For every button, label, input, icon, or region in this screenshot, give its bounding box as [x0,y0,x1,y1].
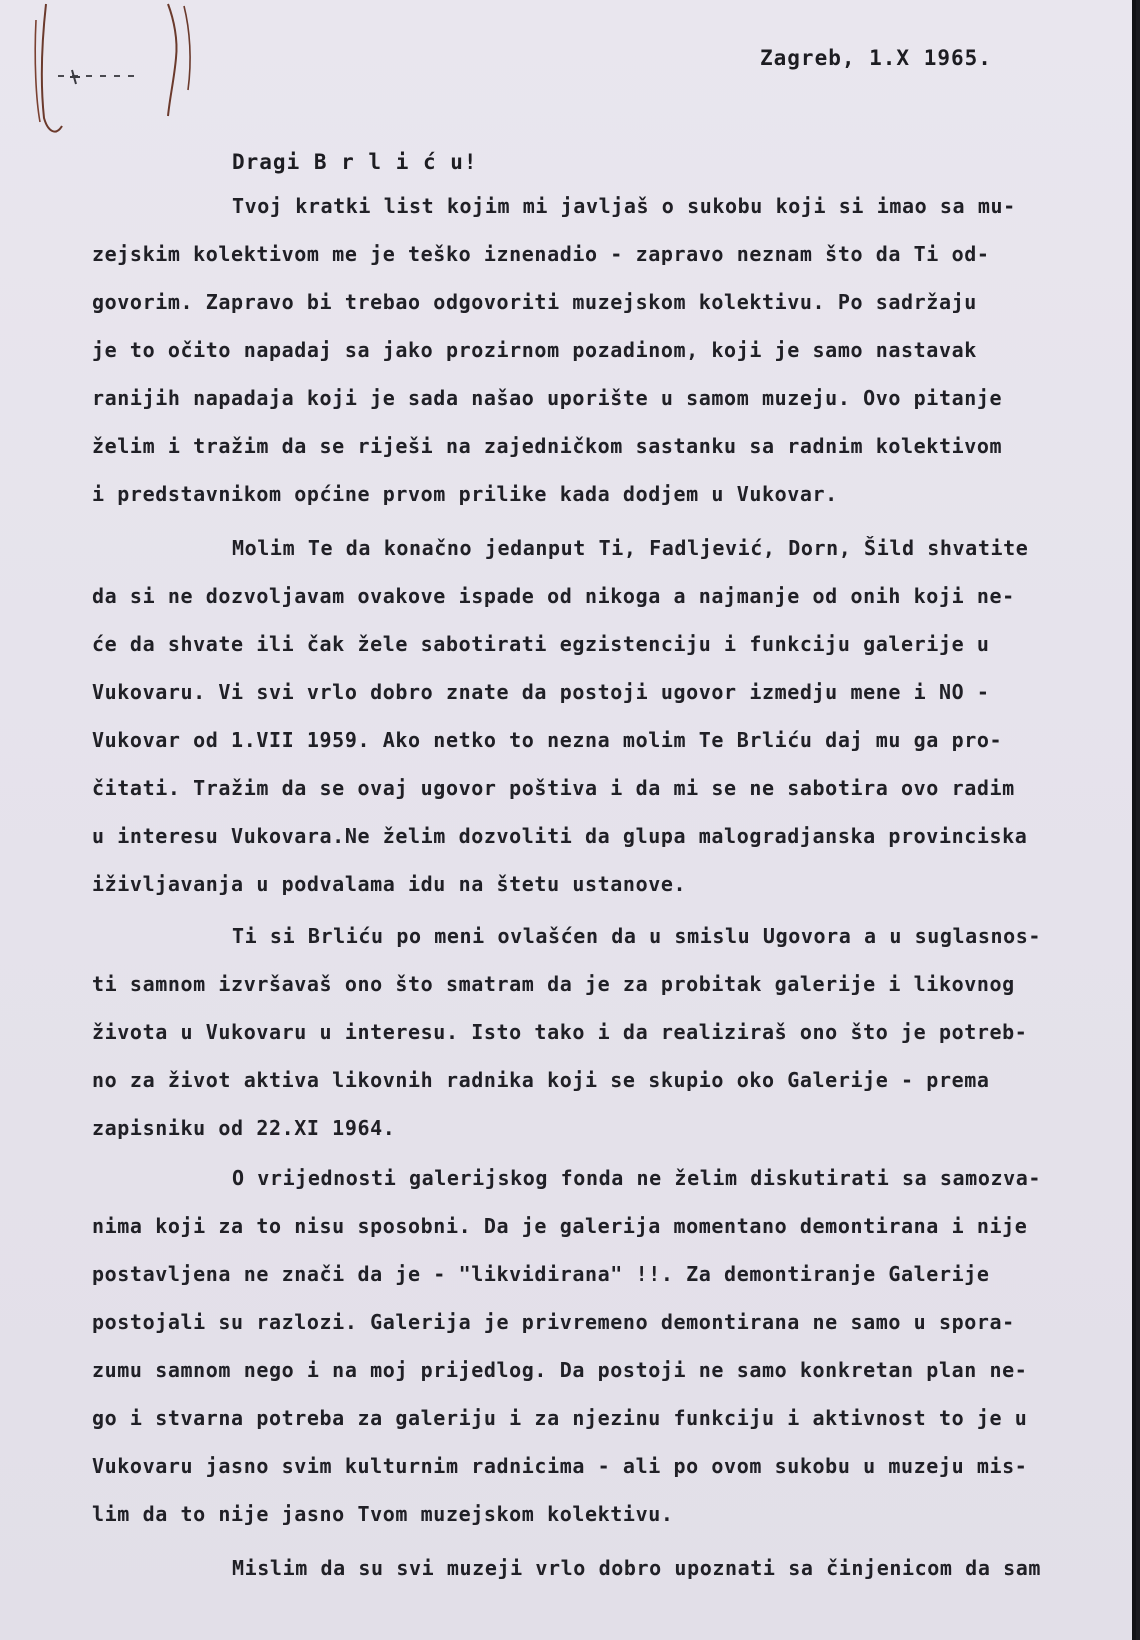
letter-line: ti samnom izvršavaš ono što smatram da je za probitak galerije i likovnog [92,972,1015,996]
letter-line: Mislim da su svi muzeji vrlo dobro upoznati sa činjenicom da sam [232,1556,1042,1580]
letter-line: lim da to nije jasno Tvom muzejskom kolektivu. [92,1502,674,1526]
letter-line: u interesu Vukovara.Ne želim dozvoliti da glupa malogradjanska provinciska [92,824,1028,848]
letter-line: nima koji za to nisu sposobni. Da je galerija momentano demontirana i nije [92,1214,1028,1238]
letter-line: zumu samnom nego i na moj prijedlog. Da postoji ne samo konkretan plan ne- [92,1358,1028,1382]
letter-line: O vrijednosti galerijskog fonda ne želim diskutirati sa samozva- [232,1166,1042,1190]
letter-line: da si ne dozvoljavam ovakove ispade od nikoga a najmanje od onih koji ne- [92,584,1015,608]
letter-line: ranijih napadaja koji je sada našao uporište u samom muzeju. Ovo pitanje [92,386,1003,410]
letter-line: će da shvate ili čak žele sabotirati egzistenciju i funkciju galerije u [92,632,990,656]
letter-line: no za život aktiva likovnih radnika koji se skupio oko Galerije - prema [92,1068,990,1092]
letter-line: zapisniku od 22.XI 1964. [92,1116,396,1140]
paper-clip-mark [18,0,208,140]
letter-line: zejskim kolektivom me je teško iznenadio - zapravo neznam što da Ti od- [92,242,990,266]
letter-greeting: Dragi B r l i ć u! [232,150,478,174]
letter-line: go i stvarna potreba za galeriju i za njezinu funkciju i aktivnost to je u [92,1406,1028,1430]
letter-line: Tvoj kratki list kojim mi javljaš o sukobu koji si imao sa mu- [232,194,1016,218]
letter-line: života u Vukovaru u interesu. Isto tako i da realiziraš ono što je potreb- [92,1020,1028,1044]
letter-line: postojali su razlozi. Galerija je privremeno demontirana ne samo u spora- [92,1310,1015,1334]
letter-date: Zagreb, 1.X 1965. [760,46,992,70]
letter-line: Vukovaru. Vi svi vrlo dobro znate da postoji ugovor izmedju mene i NO - [92,680,990,704]
letter-line: Vukovaru jasno svim kulturnim radnicima - ali po ovom sukobu u muzeju mis- [92,1454,1028,1478]
letter-line: Molim Te da konačno jedanput Ti, Fadljević, Dorn, Šild shvatite [232,536,1029,560]
letter-line: Vukovar od 1.VII 1959. Ako netko to nezna molim Te Brliću daj mu ga pro- [92,728,1003,752]
scan-edge [1132,0,1136,1640]
letter-line: Ti si Brliću po meni ovlašćen da u smislu Ugovora a u suglasnos- [232,924,1042,948]
letter-line: želim i tražim da se riješi na zajedničkom sastanku sa radnim kolektivom [92,434,1003,458]
letter-line: postavljena ne znači da je - "likvidirana" !!. Za demontiranje Galerije [92,1262,990,1286]
letter-line: je to očito napadaj sa jako prozirnom pozadinom, koji je samo nastavak [92,338,977,362]
letter-line: govorim. Zapravo bi trebao odgovoriti muzejskom kolektivu. Po sadržaju [92,290,977,314]
letter-line: čitati. Tražim da se ovaj ugovor poštiva i da mi se ne sabotira ovo radim [92,776,1015,800]
letter-line: i predstavnikom općine prvom prilike kada dodjem u Vukovar. [92,482,838,506]
letter-line: iživljavanja u podvalama idu na štetu ustanove. [92,872,687,896]
